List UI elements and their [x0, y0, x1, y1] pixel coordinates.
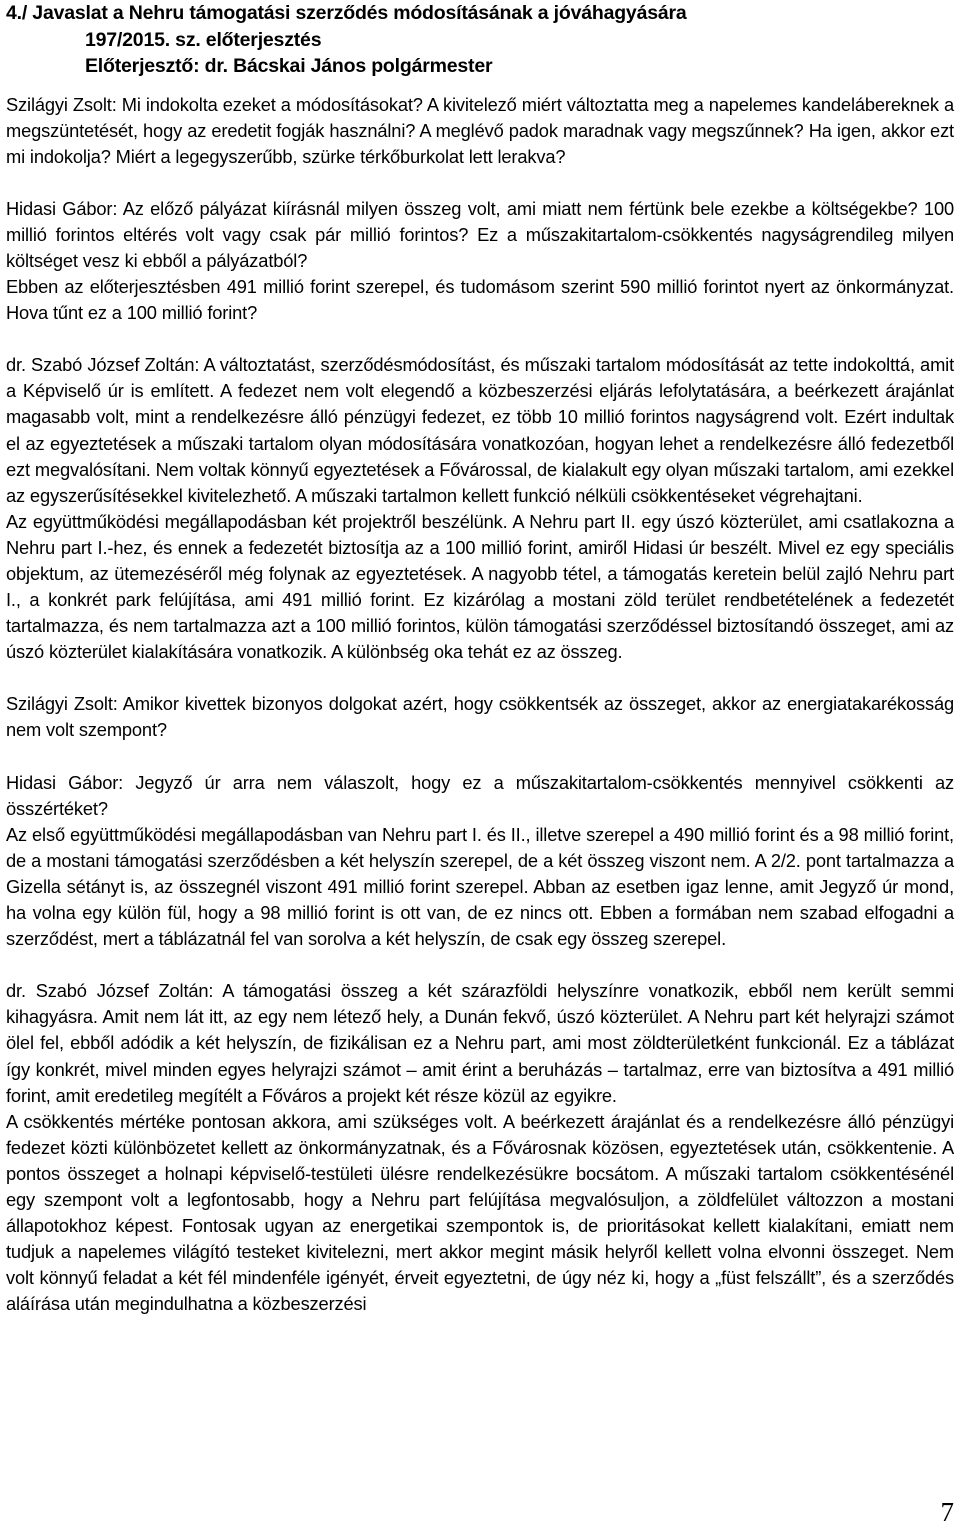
speaker-name: Hidasi Gábor:: [6, 197, 118, 219]
presenter: Előterjesztő: dr. Bácskai János polgármester: [85, 55, 493, 77]
paragraph-text: Amikor kivettek bizonyos dolgokat azért, hogy csökkentsék az összeget, akkor az energiatakarékosság nem volt szempont?: [6, 693, 954, 741]
paragraph-szilagyi-2: [6, 691, 954, 743]
agenda-heading: [6, 0, 954, 80]
paragraph-szilagyi-1: [6, 92, 954, 170]
paragraph-szabo-2: [6, 978, 954, 1108]
paragraph-szabo-1: [6, 352, 954, 509]
paragraph-text: Jegyző úr arra nem válaszolt, hogy ez a műszakitartalom-csökkentés mennyivel csökkenti az összértéket?: [6, 771, 954, 819]
speaker-name: dr. Szabó József Zoltán:: [6, 980, 214, 1002]
speaker-name: Szilágyi Zsolt:: [6, 93, 117, 115]
paragraph-text: Az együttműködési megállapodásban két projektről beszélünk. A Nehru part II. egy úszó közterület, ami csatlakozna a Nehru part I.-hez, és ennek a fedezetét biztosítja az a 100 millió forint, amiről Hidasi úr beszélt. Mivel ez egy speciális objektum, az ütemezéséről még folynak az egyeztetések. A nagyobb tétel, a támogatás keretein belül zajló Nehru part I., a konkrét park felújítása, ami 491 millió forint. Ez kizárólag a mostani zöld terület rendbetételének a fedezetét tartalmazza, és nem tartalmazza azt a 100 millió forintos, külön támogatási szerződéssel biztosítandó összeget, ami az úszó közterület kialakítására vonatkozik. A különbség oka tehát ez az összeg.: [6, 510, 954, 663]
paragraph-text: Ebben az előterjesztésben 491 millió forint szerepel, és tudomásom szerint 590 millió forintot nyert az önkormányzat. Hova tűnt ez a 100 millió forint?: [6, 276, 954, 324]
paragraph-text: A támogatási összeg a két szárazföldi helyszínre vonatkozik, ebből nem került semmi kihagyásra. Amit nem lát itt, az egy nem létező hely, a Dunán fekvő, úszó közterület. A Nehru part két helyrajzi számot ölel fel, ebből adódik a két helyszín, de fizikálisan ez a Nehru part, ami most zöldterületként funkcionál. Ez a táblázat így konkrét, mivel minden egyes helyrajzi számot – amit érint a beruházás – tartalmaz, erre van biztosítva a 491 millió forint, amit eredetileg megítélt a Főváros a projekt két része közül az egyikre.: [6, 980, 954, 1106]
paragraph-hidasi-2-cont: [6, 822, 954, 952]
paragraph-text: Az első együttműködési megállapodásban van Nehru part I. és II., illetve szerepel a 490 millió forint és a 98 millió forint, de a mostani támogatási szerződésben a két helyszín szerepel, de a két összeg viszont nem. A 2/2. pont tartalmazza a Gizella sétányt is, az összegnél viszont 491 millió forint szerepel. Abban az esetben igaz lenne, amit Jegyző úr mond, ha volna egy külön fül, hogy a 98 millió forint is ott van, de ez nincs ott. Ebben a formában nem szabad elfogadni a szerződést, mert a táblázatnál fel van sorolva a két helyszín, de csak egy összeg szerepel.: [6, 823, 954, 950]
paragraph-text: A csökkentés mértéke pontosan akkora, ami szükséges volt. A beérkezett árajánlat és a rendelkezésre álló pénzügyi fedezet közti különbözetet kellett az önkormányzatnak, és a Fővárosnak közösen, egyeztetések után, csökkentenie. A pontos összeget a holnapi képviselő-testületi ülésre rendelkezésükre bocsátom. A műszaki tartalom csökkentésénél egy szempont volt a legfontosabb, hogy a Nehru part felújítása megvalósuljon, a zöldfelület változzon a mostani állapotokhoz képest. Fontosak ugyan az energetikai szempontok is, de prioritásokat kellett kialakítani, emiatt nem tudjuk a napelemes világító testeket kivitelezni, mert akkor megint másik helyről kellett volna elvonni összeget. Nem volt könnyű feladat a két fél mindenféle igényét, érveit egyeztetni, de úgy néz ki, hogy a „füst felszállt”, és a szerződés aláírása után megindulhatna a közbeszerzési: [6, 1110, 954, 1315]
agenda-title: 4./ Javaslat a Nehru támogatási szerződés módosításának a jóváhagyására: [6, 2, 687, 24]
proposal-number: 197/2015. sz. előterjesztés: [85, 28, 322, 51]
page-number: 7: [940, 1497, 954, 1527]
paragraph-text: Az előző pályázat kiírásnál milyen összeg volt, ami miatt nem fértünk bele ezekbe a költségekbe? 100 millió forintos eltérés volt vagy csak pár millió forintos? Ez a műszakitartalom-csökkentés nagyságrendileg milyen költséget vesz ki ebből a pályázatból?: [6, 197, 954, 271]
speaker-name: Hidasi Gábor:: [6, 771, 124, 793]
paragraph-hidasi-1-cont: [6, 274, 954, 326]
paragraph-hidasi-1: [6, 196, 954, 274]
speaker-name: dr. Szabó József Zoltán:: [6, 354, 200, 376]
document-page: [6, 0, 954, 1317]
speaker-name: Szilágyi Zsolt:: [6, 693, 118, 715]
paragraph-text: A változtatást, szerződésmódosítást, és műszaki tartalom módosítását az tette indokolttá, amit a Képviselő úr is említett. A fedezet nem volt elegendő a közbeszerzési eljárás lefolytatására, a beérkezett árajánlat magasabb volt, mint a rendelkezésre álló pénzügyi fedezet, ez több 10 millió forintos nagyságrend volt. Ezért indultak el az egyeztetések a műszaki tartalom olyan módosítására vonatkozóan, hogyan lehet a rendelkezésre álló fedezetből ezt megvalósítani. Nem voltak könnyű egyeztetések a Fővárossal, de kialakult egy olyan műszaki tartalom, ami ezekkel az egyszerűsítésekkel kivitelezhető. A műszaki tartalmon kellett funkció nélküli csökkentéseket végrehajtani.: [6, 354, 954, 506]
paragraph-text: Mi indokolta ezeket a módosításokat? A kivitelező miért változtatta meg a napelemes kandelábereknek a megszüntetését, hogy az eredetit fogják használni? A meglévő padok maradnak vagy megszűnnek? Ha igen, akkor ezt mi indokolja? Miért a legegyszerűbb, szürke térkőburkolat lett lerakva?: [6, 93, 954, 167]
paragraph-szabo-2-cont: [6, 1109, 954, 1318]
paragraph-hidasi-2: [6, 770, 954, 822]
paragraph-szabo-1-cont: [6, 509, 954, 666]
